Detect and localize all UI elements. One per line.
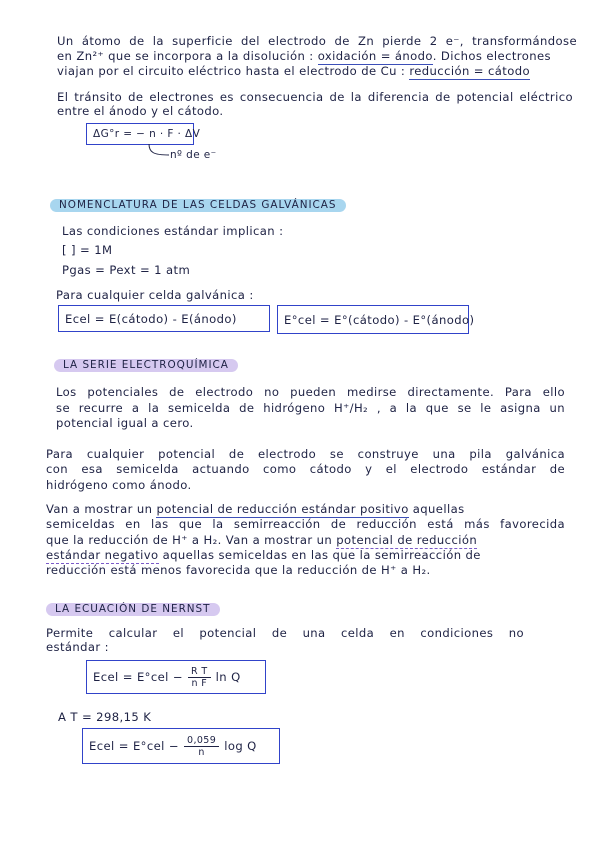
section-header-nomenclatura: NOMENCLATURA DE LAS CELDAS GALVÁNICAS bbox=[50, 199, 346, 212]
p2-line2: entre el ánodo y el cátodo. bbox=[57, 104, 224, 118]
condition-concentration: [ ] = 1M bbox=[62, 243, 113, 257]
gibbs-formula-box: ΔG°r = − n · F · ΔV bbox=[86, 123, 194, 145]
serie-p3-line5: reducción está menos favorecida que la reducción de H⁺ a H₂. bbox=[46, 563, 431, 577]
e0cel-formula-box: E°cel = E°(cátodo) - E°(ánodo) bbox=[277, 305, 469, 334]
rt-nf-fraction: $\frac{\text{R T}}{\text{n F}}$ bbox=[188, 666, 211, 689]
conditions-intro: Las condiciones estándar implican : bbox=[62, 224, 284, 238]
serie-p3-line1: Van a mostrar un potencial de reducción estándar positivo aquellas bbox=[46, 502, 465, 516]
section-header-nernst: LA ECUACIÓN DE NERNST bbox=[46, 603, 220, 616]
serie-p3-line3: que la reducción de H⁺ a H₂. Van a mostrar un potencial de reducción bbox=[46, 533, 478, 547]
ecel-formula-box: Ecel = E(cátodo) - E(ánodo) bbox=[58, 305, 270, 332]
serie-p2-line3: hidrógeno como ánodo. bbox=[46, 478, 192, 492]
serie-p1-line3: potencial igual a cero. bbox=[56, 416, 194, 430]
oxidacion-anodo-highlight: oxidación = ánodo bbox=[317, 49, 433, 63]
section-header-serie: LA SERIE ELECTROQUÍMICA bbox=[54, 359, 238, 372]
0059-n-fraction: $\frac{0,059}{n}$ bbox=[184, 735, 219, 758]
positive-potential-highlight: potencial de reducción estándar positivo bbox=[156, 502, 409, 516]
serie-p3-line2: semiceldas en las que la semirreacción de reducción está más favorecida bbox=[46, 517, 565, 531]
p1-line2: en Zn²⁺ que se incorpora a la disolución : oxidación = ánodo. Dichos electrones bbox=[57, 49, 551, 63]
negative-potential-highlight-2: estándar negativo bbox=[46, 548, 159, 562]
nernst-equation-box: Ecel = E°cel − $\frac{\text{R T}}{\text{n F}}$ ln Q bbox=[86, 660, 266, 694]
nernst-line1: Permite calcular el potencial de una celda en condiciones no bbox=[46, 626, 524, 640]
temperature-label: A T = 298,15 K bbox=[58, 710, 152, 724]
galvanic-cell-intro: Para cualquier celda galvánica : bbox=[56, 288, 254, 302]
serie-p1-line2: se recurre a la semicelda de hidrógeno H⁺/H₂ , a la que se le asigna un bbox=[56, 401, 565, 415]
negative-potential-highlight-1: potencial de reducción bbox=[336, 533, 478, 547]
p1-line1: Un átomo de la superficie del electrodo de Zn pierde 2 e⁻, transformándose bbox=[57, 34, 577, 48]
nernst-298-equation-box: Ecel = E°cel − $\frac{0,059}{n}$ log Q bbox=[82, 728, 280, 764]
p2-line1: El tránsito de electrones es consecuencia de la diferencia de potencial eléctrico bbox=[57, 90, 573, 104]
serie-p2-line1: Para cualquier potencial de electrodo se construye una pila galvánica bbox=[46, 447, 565, 461]
condition-pressure: Pgas = Pext = 1 atm bbox=[62, 263, 191, 277]
electron-count-annotation: nº de e⁻ bbox=[170, 149, 217, 161]
serie-p1-line1: Los potenciales de electrodo no pueden medirse directamente. Para ello bbox=[56, 385, 565, 399]
nernst-line2: estándar : bbox=[46, 640, 109, 654]
p1-line3: viajan por el circuito eléctrico hasta el electrodo de Cu : reducción = cátodo bbox=[57, 64, 530, 78]
reduccion-catodo-highlight: reducción = cátodo bbox=[409, 64, 530, 78]
serie-p3-line4: estándar negativo aquellas semiceldas en las que la semirreacción de bbox=[46, 548, 481, 562]
serie-p2-line2: con esa semicelda actuando como cátodo y el electrodo estándar de bbox=[46, 462, 565, 476]
